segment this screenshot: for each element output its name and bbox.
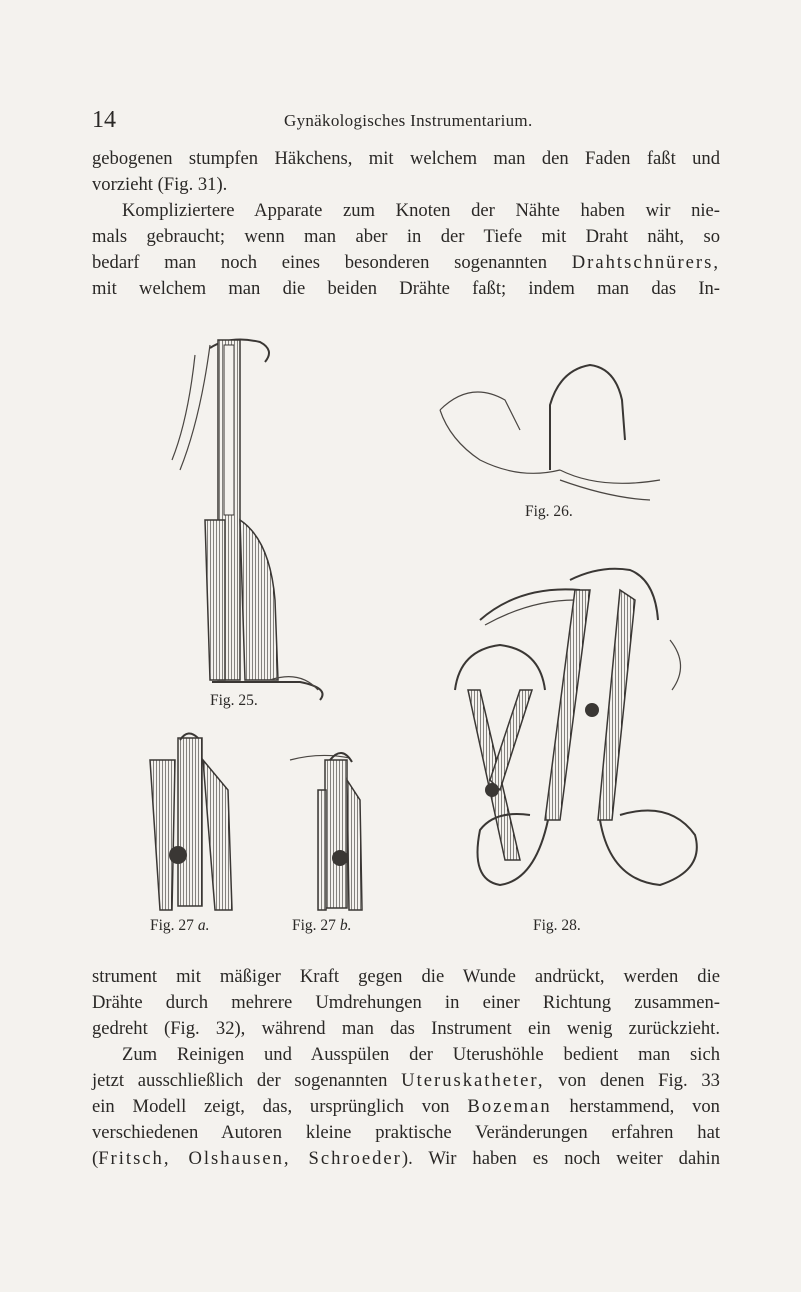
running-title: Gynäkologisches Instrumentarium. [284, 111, 533, 130]
text-line: bedarf man noch eines besonderen sogenannten Drahtschnürers, [92, 252, 720, 273]
caption-fig-26: Fig. 26. [525, 503, 573, 520]
caption-fig-25: Fig. 25. [210, 692, 258, 709]
text-line: verschiedenen Autoren kleine praktische Veränderungen erfahren hat [92, 1122, 720, 1143]
text-line: mit welchem man die beiden Drähte faßt; indem man das In- [92, 278, 720, 299]
name-bozeman: Bozeman [467, 1096, 552, 1117]
caption-fig-27a: Fig. 27 a. [150, 917, 210, 934]
page-number: 14 [92, 107, 116, 133]
text-line: ein Modell zeigt, das, ursprünglich von Bozeman herstammend, von [92, 1096, 720, 1117]
term-uteruskatheter: Uteruskatheter, [401, 1070, 545, 1091]
text-line: jetzt ausschließlich der sogenannten Uteruskatheter, von denen Fig. 33 [92, 1070, 720, 1091]
caption-fig-28: Fig. 28. [533, 917, 581, 934]
term-drahtschnuerer: Drahtschnürers, [571, 252, 720, 273]
fig-27a-drawing [150, 733, 232, 910]
text-line: Zum Reinigen und Ausspülen der Uterushöhle bedient man sich [122, 1044, 720, 1065]
text-line: mals gebraucht; wenn man aber in der Tiefe mit Draht näht, so [92, 226, 720, 247]
text-line: gebogenen stumpfen Häkchens, mit welchem man den Faden faßt und [92, 148, 720, 169]
text-line: (Fritsch, Olshausen, Schroeder). Wir haben es noch weiter dahin [92, 1148, 720, 1169]
text-line: Kompliziertere Apparate zum Knoten der Nähte haben wir nie- [122, 200, 720, 221]
fig-26-drawing [440, 365, 660, 500]
text-line: Drähte durch mehrere Umdrehungen in einer Richtung zusammen- [92, 992, 720, 1013]
paragraph-bottom [92, 964, 720, 1172]
text-line: strument mit mäßiger Kraft gegen die Wunde andrückt, werden die [92, 966, 720, 987]
caption-fig-27b: Fig. 27 b. [292, 917, 352, 934]
text-line: vorzieht (Fig. 31). [92, 174, 228, 195]
fig-27b-drawing [290, 753, 362, 910]
author-names: Fritsch, Olshausen, Schroeder [98, 1148, 402, 1169]
fig-25-drawing [172, 340, 323, 700]
fig-28-drawing [455, 569, 697, 885]
text-line: gedreht (Fig. 32), während man das Instrument ein wenig zurückzieht. [92, 1018, 720, 1039]
